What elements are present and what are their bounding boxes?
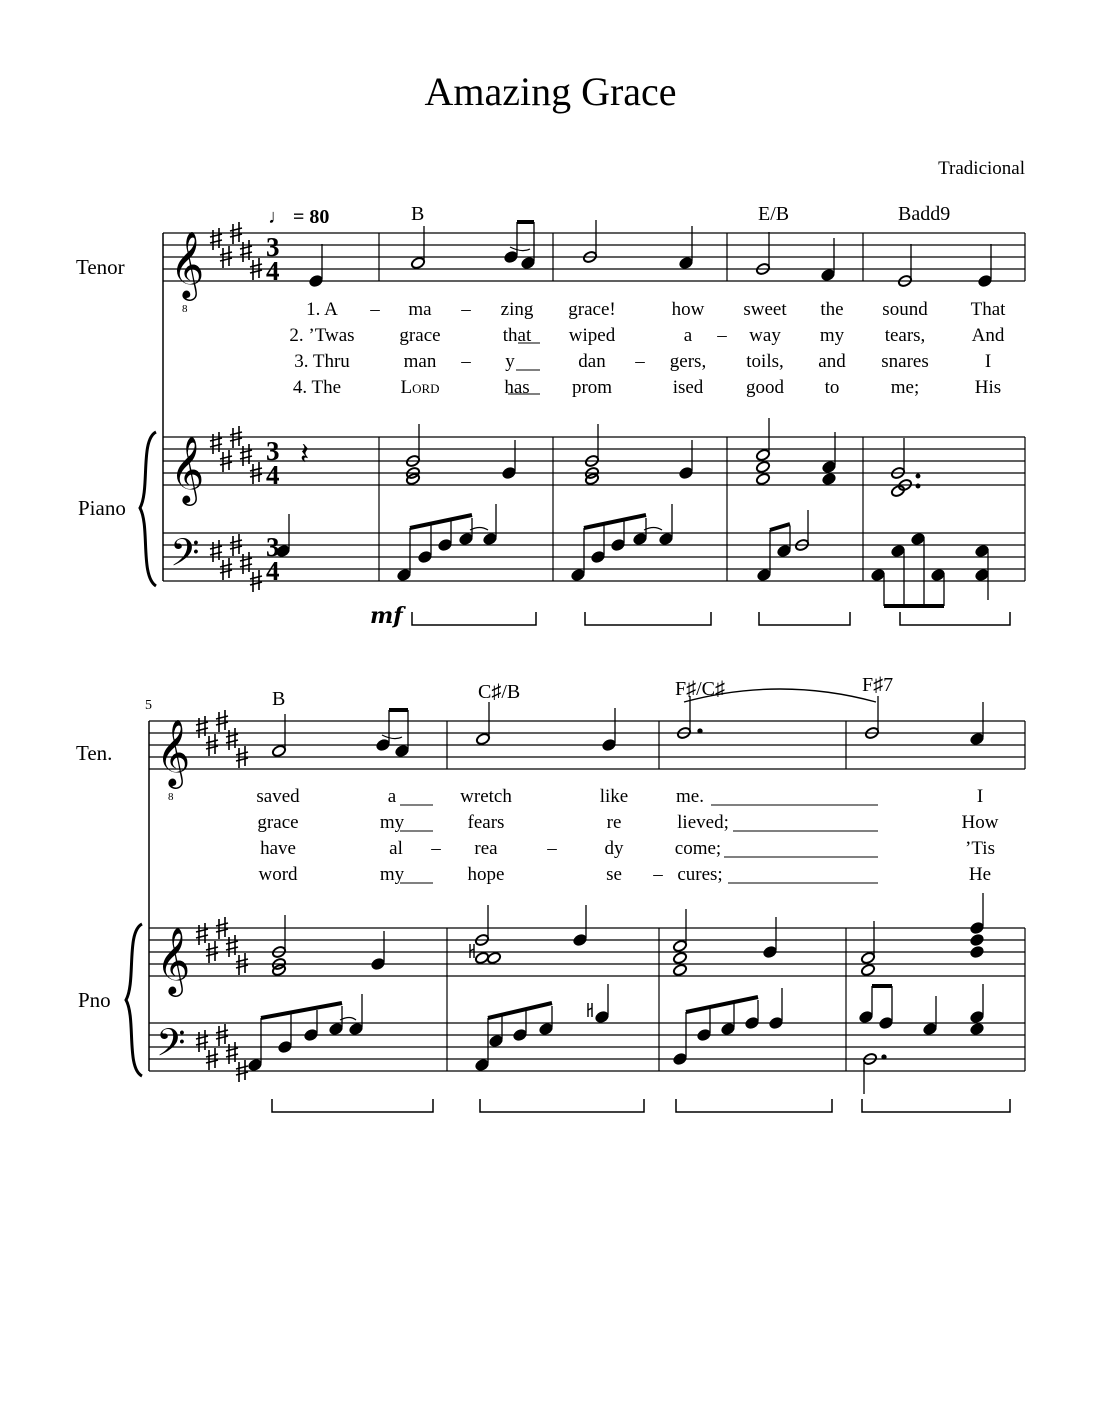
lyric: How <box>961 812 999 833</box>
lyric: a <box>683 325 693 346</box>
lyric: grace! <box>568 299 616 320</box>
lyric: snares <box>881 351 929 372</box>
lyric: lieved; <box>677 812 729 833</box>
lyric: my <box>379 812 405 833</box>
lyric: good <box>746 377 784 398</box>
lyric: se <box>606 864 622 885</box>
svg-text:𝄞: 𝄞 <box>156 718 191 786</box>
lyric: like <box>599 786 629 807</box>
svg-text:4: 4 <box>266 460 280 490</box>
lyric: dy <box>604 838 624 859</box>
treble-clef: 𝄞 <box>170 435 205 503</box>
lyric-hyphen: – <box>461 351 471 372</box>
lyric: 4. The <box>292 377 342 398</box>
lyric: prom <box>571 377 613 398</box>
lyric: sound <box>882 299 928 320</box>
lyric: how <box>671 299 705 320</box>
svg-text:3: 3 <box>266 532 280 562</box>
svg-text:8: 8 <box>182 303 188 315</box>
lyric: He <box>968 864 992 885</box>
dynamic-marking: mf <box>370 603 403 629</box>
lyric: way <box>749 325 781 346</box>
svg-text:3: 3 <box>266 436 280 466</box>
lyric-hyphen: – <box>635 351 645 372</box>
lyric: y <box>505 351 515 372</box>
lyric: wretch <box>460 786 512 807</box>
svg-text:8: 8 <box>168 791 174 803</box>
lyric: come; <box>674 838 722 859</box>
tenor-staff-2 <box>149 721 1025 769</box>
piano-label: Pno <box>78 988 111 1012</box>
lyric: 3. Thru <box>294 351 350 372</box>
lyric: hope <box>467 864 505 885</box>
lyric: re <box>606 812 622 833</box>
lyric: zing <box>500 299 534 320</box>
lyric: That <box>970 299 1006 320</box>
tenor-staff <box>163 233 1025 281</box>
lyric: my <box>819 325 845 346</box>
lyric: my <box>379 864 405 885</box>
tempo-marking: ♩ = 80 <box>268 206 330 228</box>
lyric: dan <box>578 351 606 372</box>
chord-symbol: C♯/B <box>478 681 521 703</box>
lyric: grace <box>257 812 299 833</box>
lyric: rea <box>474 838 498 859</box>
lyric: me; <box>890 377 920 398</box>
lyric: al <box>389 838 403 859</box>
lyric: His <box>974 377 1002 398</box>
svg-text:𝄞: 𝄞 <box>156 926 191 994</box>
treble-clef: 𝄞 <box>170 230 205 298</box>
lyric: ised <box>672 377 704 398</box>
lyric: gers, <box>669 351 707 372</box>
lyric: grace <box>399 325 441 346</box>
lyric: I <box>984 351 992 372</box>
lyric: to <box>824 377 840 398</box>
lyric: ’Tis <box>965 838 995 859</box>
lyric: that <box>502 325 532 346</box>
chord-symbol: B <box>272 688 286 710</box>
lyric: fears <box>467 812 505 833</box>
lyric: saved <box>256 786 300 807</box>
lyric-hyphen: – <box>717 325 727 346</box>
lyric-hyphen: – <box>547 838 557 859</box>
lyric: word <box>258 864 298 885</box>
svg-text:3: 3 <box>266 232 280 262</box>
chord-symbol: B <box>411 203 425 225</box>
lyric: a <box>387 786 397 807</box>
tenor-label: Ten. <box>76 741 113 765</box>
lyric: and <box>818 351 846 372</box>
lyric-hyphen: – <box>431 838 441 859</box>
lyric: toils, <box>746 351 784 372</box>
lyric-hyphen: – <box>370 299 380 320</box>
chord-symbol: F♯7 <box>862 674 894 696</box>
bass-clef: 𝄢 <box>170 530 200 584</box>
lyric: have <box>260 838 296 859</box>
lyric: 1. A <box>306 299 338 320</box>
lyric-hyphen: – <box>653 864 663 885</box>
composer: Tradicional <box>938 158 1025 179</box>
measure-number: 5 <box>145 698 152 713</box>
lyric: me. <box>676 786 704 807</box>
lyric-hyphen: – <box>461 299 471 320</box>
svg-text:𝄽: 𝄽 <box>300 437 310 472</box>
svg-text:4: 4 <box>266 256 280 286</box>
tenor-label: Tenor <box>76 255 125 279</box>
lyric: man <box>403 351 437 372</box>
chord-symbol: E/B <box>758 203 790 225</box>
lyric: sweet <box>743 299 787 320</box>
lyric: the <box>820 299 844 320</box>
lyric: cures; <box>677 864 723 885</box>
lyric: ma <box>408 299 432 320</box>
lyric: wiped <box>568 325 616 346</box>
svg-text:4: 4 <box>266 556 280 586</box>
lyric: 2. ’Twas <box>289 325 355 346</box>
lyric: tears, <box>884 325 926 346</box>
chord-symbol: Badd9 <box>898 203 951 225</box>
lyric: Lord <box>400 377 440 398</box>
svg-text:𝄢: 𝄢 <box>156 1020 186 1074</box>
lyric: has <box>504 377 530 398</box>
lyric: And <box>971 325 1005 346</box>
chord-symbol: F♯/C♯ <box>675 678 726 700</box>
lyric: I <box>976 786 984 807</box>
score-title: Amazing Grace <box>424 69 677 114</box>
piano-label: Piano <box>78 496 126 520</box>
